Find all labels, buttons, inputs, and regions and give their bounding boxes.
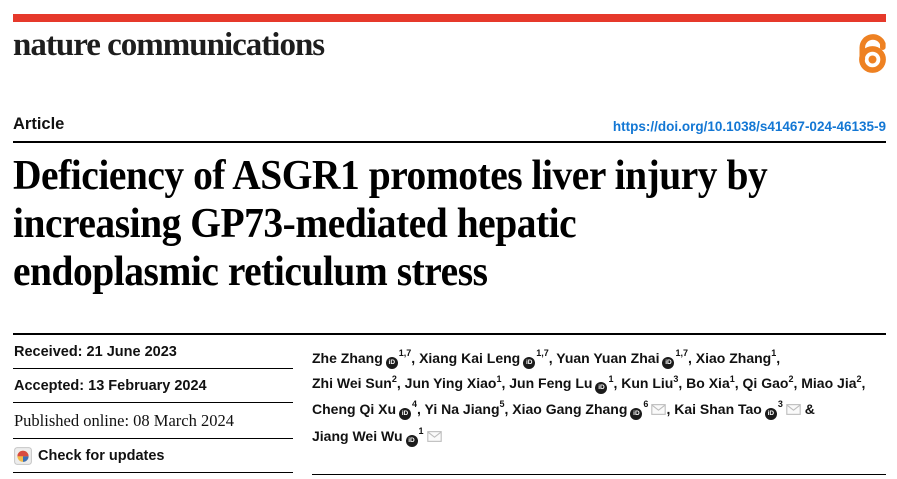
author-name: Jun Feng Lu $iD^1$, <box>509 375 621 391</box>
title-line-3: endoplasmic reticulum stress <box>13 249 488 295</box>
author-name: Kai Shan Tao $iD^3$ & <box>674 401 815 417</box>
author-line <box>312 343 886 369</box>
author-name: Miao Jia$^2$, <box>801 373 866 392</box>
author-name: Jun Ying Xiao$^1$, <box>404 373 510 392</box>
open-access-icon <box>853 29 895 75</box>
accepted-date: Accepted: 13 February 2024 <box>13 369 293 403</box>
affiliation-superscript: 1 <box>608 373 614 384</box>
title-line-2: increasing GP73-mediated hepatic <box>13 201 577 247</box>
article-header-row <box>13 115 886 143</box>
affiliation-superscript: 3 <box>777 399 783 410</box>
article-info-section <box>13 333 886 475</box>
author-name: Xiao Zhang$^1$, <box>695 348 781 366</box>
check-for-updates-button[interactable] <box>13 439 293 473</box>
affiliation-superscript: 2 <box>788 373 794 384</box>
orcid-icon[interactable]: iD <box>406 435 418 447</box>
email-icon[interactable] <box>651 399 666 421</box>
crossmark-icon <box>14 447 32 465</box>
author-name: Zhi Wei Sun$^2$, <box>312 373 405 392</box>
author-list <box>312 343 886 448</box>
author-name: Xiao Gang Zhang $iD^6$ , <box>512 401 674 417</box>
author-line <box>312 394 886 421</box>
orcid-icon[interactable]: iD <box>399 408 411 420</box>
article-first-page <box>13 14 886 475</box>
author-name: Bo Xia$^1$, <box>686 373 743 392</box>
author-name: Yi Na Jiang$^5$, <box>424 399 513 417</box>
author-name: Kun Liu$^3$, <box>621 373 687 392</box>
article-type-label: Article <box>13 115 65 133</box>
author-name: Zhe Zhang iD$^{1,7}$, <box>312 350 419 366</box>
affiliation-superscript: 1 <box>496 373 502 384</box>
journal-logo: nature communications <box>13 27 325 63</box>
affiliation-superscript: 6 <box>643 399 649 410</box>
article-title <box>13 152 834 296</box>
orcid-icon[interactable]: iD <box>595 382 607 394</box>
affiliation-superscript: 2 <box>856 373 862 384</box>
masthead-rule <box>13 14 886 22</box>
history-panel <box>13 335 293 475</box>
affiliation-superscript: 2 <box>391 373 397 384</box>
author-name: Cheng Qi Xu $iD^4$, <box>312 401 425 417</box>
published-date: Published online: 08 March 2024 <box>13 403 293 439</box>
orcid-icon[interactable]: iD <box>765 408 777 420</box>
orcid-icon[interactable]: iD <box>662 357 674 369</box>
affiliation-superscript: 1 <box>418 425 424 436</box>
title-line-1: Deficiency of ASGR1 promotes liver injury by <box>13 153 768 199</box>
author-name: Jiang Wei Wu $iD^1$ <box>312 428 442 444</box>
affiliation-superscript: 1 <box>771 348 777 358</box>
email-icon[interactable] <box>786 399 801 421</box>
received-date: Received: 21 June 2023 <box>13 335 293 369</box>
author-name: Xiang Kai Leng iD$^{1,7}$, <box>419 350 556 366</box>
affiliation-superscript: 3 <box>673 373 679 384</box>
orcid-icon[interactable]: iD <box>386 357 398 369</box>
author-line <box>312 369 886 395</box>
email-icon[interactable] <box>427 426 442 448</box>
author-line <box>312 421 886 448</box>
author-block <box>312 335 886 475</box>
doi-link[interactable]: https://doi.org/10.1038/s41467-024-46135-9 <box>612 119 886 134</box>
orcid-icon[interactable]: iD <box>630 408 642 420</box>
affiliation-superscript: 1,7 <box>675 348 688 358</box>
affiliation-superscript: 1,7 <box>398 348 412 358</box>
author-name: Qi Gao$^2$, <box>742 373 802 392</box>
affiliation-superscript: 5 <box>499 399 505 410</box>
orcid-icon[interactable]: iD <box>523 357 535 369</box>
author-name: Yuan Yuan Zhai iD$^{1,7}$, <box>556 350 696 366</box>
affiliation-superscript: 1,7 <box>536 348 549 358</box>
check-for-updates-label: Check for updates <box>38 448 165 464</box>
affiliation-superscript: 4 <box>412 399 418 410</box>
masthead <box>13 23 886 67</box>
affiliation-superscript: 1 <box>729 373 735 384</box>
